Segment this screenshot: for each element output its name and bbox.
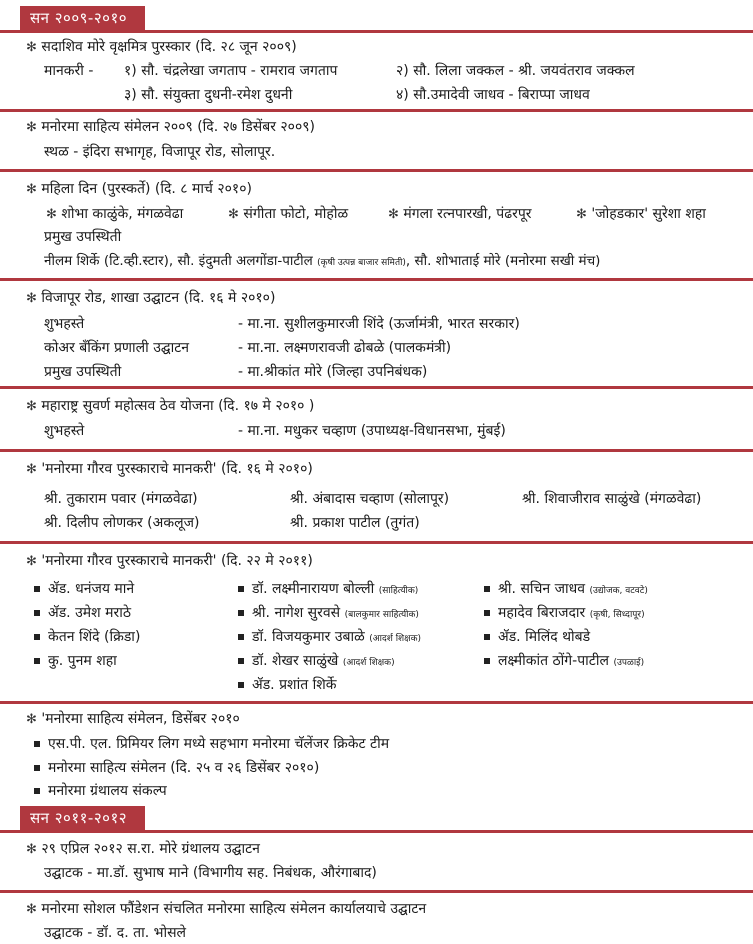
list-item: डॉ. लक्ष्मीनारायण बोल्ली (साहित्यीक) [238,580,418,600]
square-bullet-icon [484,610,490,616]
section-divider [0,169,753,172]
entry-deposit-scheme-title: ✻ महाराष्ट्र सुवर्ण महोत्सव ठेव योजना (दि. १७ मे २०१० ) [26,398,315,414]
asterisk-icon: ✻ [26,554,37,569]
gaurav-awardee-5: श्री. प्रकाश पाटील (तुगंत) [290,515,420,531]
role-label-1: शुभहस्ते [44,316,85,332]
section-divider [0,278,753,281]
entry-sahitya-2010-title: ✻ 'मनोरमा साहित्य संमेलन, डिसेंबर २०१० [26,711,240,727]
gaurav-awardee-1: श्री. तुकाराम पवार (मंगळवेढा) [44,491,198,507]
asterisk-icon: ✻ [26,120,37,135]
entry-office-opening-title: ✻ मनोरमा सोशल फौंडेशन संचलित मनोरमा साहित्य संमेलन कार्यालयाचे उद्घाटन [26,901,427,917]
list-item: श्री. सचिन जाधव (उद्योजक, वटवटे) [484,580,648,600]
asterisk-icon: ✻ [26,182,37,197]
square-bullet-icon [238,682,244,688]
list-item: लक्ष्मीकांत ठोंगे-पाटील (उपळाई) [484,652,644,672]
role-value-4: - मा.ना. मधुकर चव्हाण (उपाध्यक्ष-विधानसभा, मुंबई) [238,423,506,439]
awardee-4: ४) सौ.उमादेवी जाधव - बिराप्पा जाधव [396,87,590,103]
asterisk-icon: ✻ [26,399,37,414]
list-item: ॲड. मिलिंद थोबडे [484,628,590,646]
awardees-label: मानकरी - [44,63,94,79]
honoree-1: ✻ शोभा काळुंके, मंगळवेढा [46,206,184,222]
entry-gaurav-2010-title: ✻ 'मनोरमा गौरव पुरस्काराचे मानकरी' (दि. १६ मे २०१०) [26,461,313,477]
honoree-2: ✻ संगीता फोटो, मोहोळ [228,206,349,222]
role-label-4: शुभहस्ते [44,423,85,439]
asterisk-icon: ✻ [26,40,37,55]
square-bullet-icon [238,610,244,616]
section-divider [0,541,753,544]
awardee-2: २) सौ. लिला जक्कल - श्री. जयवंतराव जक्कल [396,63,635,79]
awardee-3: ३) सौ. संयुक्ता दुधनी-रमेश दुधनी [124,87,293,103]
asterisk-icon: ✻ [228,207,239,222]
list-item: एस.पी. एल. प्रिमियर लिग मध्ये सहभाग मनोरमा चॅलेंजर क्रिकेट टीम [34,735,389,753]
section-divider [0,890,753,893]
list-item: डॉ. विजयकुमार उबाळे (आदर्श शिक्षक) [238,628,421,648]
section-divider [0,109,753,112]
inaugurator-line-1: उद्घाटक - मा.डॉ. सुभाष माने (विभागीय सह. निबंधक, औरंगाबाद) [44,865,377,881]
role-value-2: - मा.ना. लक्ष्मणरावजी ढोबळे (पालकमंत्री) [238,340,452,356]
square-bullet-icon [34,788,40,794]
square-bullet-icon [34,765,40,771]
asterisk-icon: ✻ [388,207,399,222]
role-label-3: प्रमुख उपस्थिती [44,364,122,380]
square-bullet-icon [238,586,244,592]
asterisk-icon: ✻ [26,712,37,727]
list-item: मनोरमा ग्रंथालय संकल्प [34,782,167,800]
chief-guests-label: प्रमुख उपस्थिती [44,229,122,245]
square-bullet-icon [484,658,490,664]
entry-branch-opening-title: ✻ विजापूर रोड, शाखा उद्घाटन (दि. १६ मे २०१०) [26,290,276,306]
asterisk-icon: ✻ [46,207,57,222]
year-heading-2011: सन २०११-२०१२ [20,806,145,830]
asterisk-icon: ✻ [26,842,37,857]
square-bullet-icon [34,634,40,640]
square-bullet-icon [484,586,490,592]
chief-guests-line: नीलम शिर्के (टि.व्ही.स्टार), सौ. इंदुमती अलगोंडा-पाटील (कृषी उत्पन्न बाजार समिती), सौ. शोभाताई मोरे (मनोरमा सखी मंच) [44,253,601,269]
entry-library-opening-title: ✻ २९ एप्रिल २०१२ स.रा. मोरे ग्रंथालय उद्घाटन [26,841,260,857]
entry-mahila-din-title: ✻ महिला दिन (पुरस्कर्ते) (दि. ८ मार्च २०१०) [26,181,252,197]
honoree-4: ✻ 'जोहडकार' सुरेशा शहा [576,206,706,222]
entry-vrukshamitra-title: ✻ सदाशिव मोरे वृक्षमित्र पुरस्कार (दि. २८ जून २००९) [26,39,297,55]
square-bullet-icon [484,634,490,640]
role-value-3: - मा.श्रीकांत मोरे (जिल्हा उपनिबंधक) [238,364,428,380]
asterisk-icon: ✻ [26,462,37,477]
square-bullet-icon [238,634,244,640]
role-label-2: कोअर बँकिंग प्रणाली उद्घाटन [44,340,190,356]
asterisk-icon: ✻ [26,902,37,917]
square-bullet-icon [34,658,40,664]
entry-gaurav-2011-title: ✻ 'मनोरमा गौरव पुरस्काराचे मानकरी' (दि. २२ मे २०११) [26,553,313,569]
section-divider [0,386,753,389]
square-bullet-icon [34,586,40,592]
list-item: मनोरमा साहित्य संमेलन (दि. २५ व २६ डिसेंबर २०१०) [34,759,319,777]
square-bullet-icon [34,610,40,616]
list-item: केतन शिंदे (क्रिडा) [34,628,140,646]
honoree-3: ✻ मंगला रत्नपारखी, पंढरपूर [388,206,532,222]
asterisk-icon: ✻ [26,291,37,306]
section-divider [0,701,753,704]
section-divider [0,449,753,452]
awardee-1: १) सौ. चंद्रलेखा जगताप - रामराव जगताप [124,63,338,79]
list-item: महादेव बिराजदार (कृषी, सिध्दापूर) [484,604,645,624]
gaurav-awardee-2: श्री. अंबादास चव्हाण (सोलापूर) [290,491,450,507]
asterisk-icon: ✻ [576,207,587,222]
inaugurator-line-2: उद्घाटक - डॉ. द. ता. भोसले [44,925,187,941]
role-value-1: - मा.ना. सुशीलकुमारजी शिंदे (ऊर्जामंत्री, भारत सरकार) [238,316,520,332]
venue-line: स्थळ - इंदिरा सभागृह, विजापूर रोड, सोलापूर. [44,144,276,160]
list-item: डॉ. शेखर साळुंखे (आदर्श शिक्षक) [238,652,395,672]
list-item: ॲड. उमेश मराठे [34,604,131,622]
section-divider [0,30,753,33]
section-divider [0,830,753,833]
year-heading-2009: सन २००९-२०१० [20,6,145,30]
gaurav-awardee-4: श्री. दिलीप लोणकर (अकलूज) [44,515,200,531]
square-bullet-icon [238,658,244,664]
gaurav-awardee-3: श्री. शिवाजीराव साळुंखे (मंगळवेढा) [522,491,702,507]
list-item: ॲड. प्रशांत शिर्के [238,676,337,694]
list-item: ॲड. धनंजय माने [34,580,134,598]
list-item: श्री. नागेश सुरवसे (बालकुमार साहित्यीक) [238,604,419,624]
square-bullet-icon [34,741,40,747]
entry-sahitya-2009-title: ✻ मनोरमा साहित्य संमेलन २००९ (दि. २७ डिसेंबर २००९) [26,119,315,135]
list-item: कु. पुनम शहा [34,652,117,670]
